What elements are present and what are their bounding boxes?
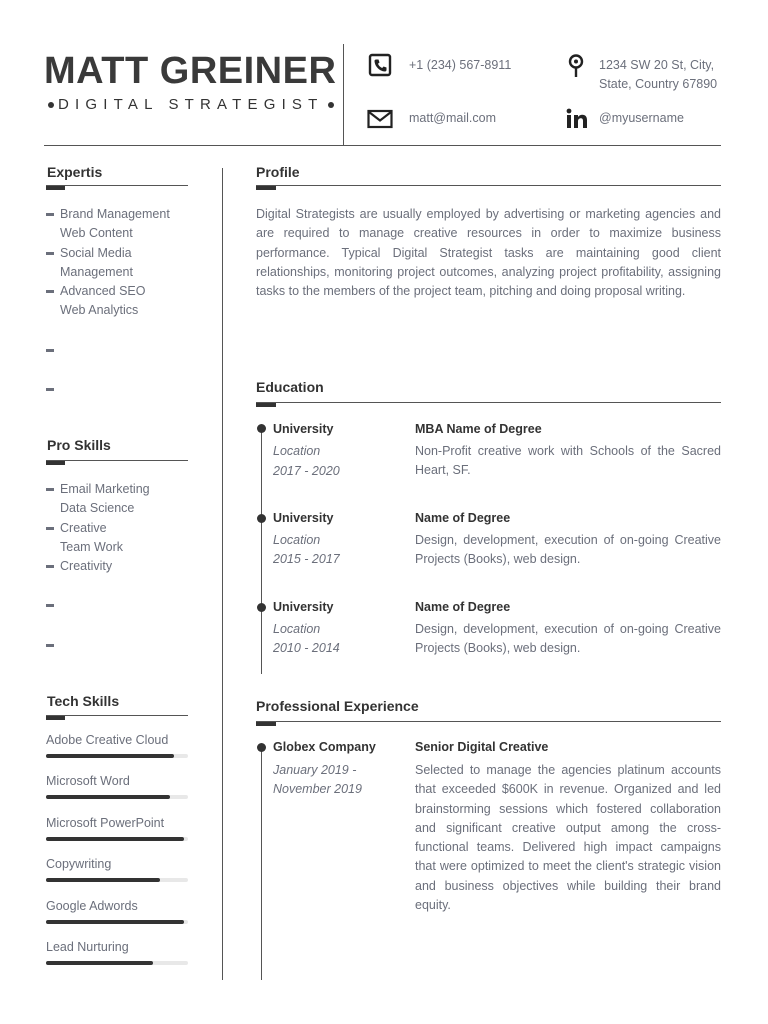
exp-description: Selected to manage the agencies platinum accounts that exceeded $600K in revenue. Organized and led brainstorming sessions which fostered collaboration and significant creative output among the cross-functional teams. Delivered high impact campaigns that were optimized to meet the client's strategic vision and business objectives while building their brand equity.	[415, 763, 721, 913]
education-timeline	[261, 428, 262, 674]
resume-name: MATT GREINER	[44, 50, 337, 92]
expertise-list	[46, 205, 216, 321]
skill-bar-fill	[46, 795, 170, 799]
skill-bar-track	[46, 920, 188, 924]
timeline-dot-icon	[257, 603, 266, 612]
list-item: Creative	[46, 519, 216, 538]
header-divider	[343, 44, 344, 146]
list-item: Email Marketing	[46, 480, 216, 499]
dash-icon	[46, 349, 54, 352]
role-text: DIGITAL STRATEGIST	[58, 96, 324, 113]
pro-skills-heading: Pro Skills	[47, 437, 111, 453]
dot-icon	[48, 102, 54, 108]
list-item: Web Analytics	[60, 303, 139, 318]
exp-company: Globex Company	[273, 740, 376, 754]
expertise-rule	[46, 185, 188, 186]
pro-skills-list	[46, 480, 216, 576]
linkedin-icon	[564, 106, 590, 132]
skill-bar-track	[46, 878, 188, 882]
phone-icon	[368, 53, 394, 79]
education-tab	[256, 403, 276, 407]
skill-row	[46, 940, 188, 981]
skill-label: Lead Nurturing	[46, 939, 129, 954]
dash-icon	[46, 527, 54, 530]
exp-position: Senior Digital Creative	[415, 740, 549, 754]
edu-description: Design, development, execution of on-going Creative Projects (Books), web design.	[415, 622, 721, 656]
dash-icon	[46, 488, 54, 491]
list-item: Social Media	[46, 244, 216, 263]
skill-bar-fill	[46, 878, 160, 882]
list-item: Creativity	[46, 557, 216, 576]
edu-location: Location	[273, 533, 321, 547]
skill-bar-fill	[46, 754, 174, 758]
exp-dates-start: January 2019 -	[273, 763, 357, 777]
edu-description: Non-Profit creative work with Schools of the Sacred Heart, SF.	[415, 444, 721, 478]
tech-skills-tab	[46, 716, 65, 720]
profile-tab	[256, 186, 276, 190]
dash-icon	[46, 644, 54, 647]
skill-row	[46, 857, 188, 898]
dash-icon	[46, 213, 54, 216]
experience-timeline	[261, 744, 262, 980]
skill-row	[46, 816, 188, 857]
skill-label: Copywriting	[46, 857, 112, 872]
pro-skills-rule	[46, 460, 188, 461]
skill-row	[46, 899, 188, 940]
list-item: Management	[60, 264, 133, 279]
skill-label: Microsoft PowerPoint	[46, 815, 165, 830]
list-item: Web Content	[60, 226, 133, 241]
skill-bar-fill	[46, 961, 153, 965]
profile-text: Digital Strategists are usually employed by advertising or marketing agencies and are required to manage creative resources in order to maximize business performance. Typical Digital Strategist tasks are maintaining good client relationships, monitoring project outcomes, analyzing project profitability, assigning tasks to the members of the project team, pitching and doing proposal writing.	[256, 207, 721, 299]
location-pin-icon	[563, 53, 589, 79]
column-divider	[222, 168, 223, 980]
edu-location: Location	[273, 444, 321, 458]
list-item: Team Work	[60, 539, 123, 554]
dash-icon	[46, 388, 54, 391]
dash-icon	[46, 565, 54, 568]
expertise-tab	[46, 186, 65, 190]
edu-location: Location	[273, 622, 321, 636]
address	[599, 56, 717, 94]
skill-bar-fill	[46, 837, 184, 841]
dash-icon	[46, 252, 54, 255]
exp-dates-end: November 2019	[273, 782, 362, 796]
list-item: Data Science	[60, 501, 135, 516]
edu-dates: 2010 - 2014	[273, 641, 340, 655]
skill-label: Adobe Creative Cloud	[46, 733, 169, 747]
profile-heading: Profile	[256, 164, 300, 180]
pro-skills-tab	[46, 461, 65, 465]
timeline-dot-icon	[257, 424, 266, 433]
dash-icon	[46, 290, 54, 293]
profile-rule	[256, 185, 721, 186]
skill-bar-fill	[46, 920, 184, 924]
edu-institution: University	[273, 511, 334, 525]
phone-number: +1 (234) 567-8911	[409, 58, 512, 72]
timeline-dot-icon	[257, 514, 266, 523]
experience-heading: Professional Experience	[256, 698, 419, 714]
mail-icon	[367, 106, 393, 132]
edu-dates: 2017 - 2020	[273, 464, 340, 478]
skill-bar-track	[46, 795, 188, 799]
skill-label: Microsoft Word	[46, 774, 130, 789]
edu-institution: University	[273, 600, 334, 614]
dot-icon	[328, 102, 334, 108]
resume-role	[44, 96, 338, 113]
skill-bar-track	[46, 837, 188, 841]
expertise-heading: Expertis	[47, 164, 103, 180]
edu-degree: Name of Degree	[415, 600, 511, 614]
edu-dates: 2015 - 2017	[273, 552, 340, 566]
dash-icon	[46, 604, 54, 607]
experience-tab	[256, 722, 276, 726]
tech-skills-rule	[46, 715, 188, 716]
tech-skills-list	[46, 733, 188, 981]
linkedin-handle: @myusername	[599, 111, 684, 125]
tech-skills-heading: Tech Skills	[47, 693, 120, 709]
skill-row	[46, 774, 188, 815]
experience-rule	[256, 721, 721, 722]
header-rule	[44, 145, 721, 146]
list-item: Brand Management	[46, 205, 216, 224]
skill-row	[46, 733, 188, 774]
edu-description: Design, development, execution of on-going Creative Projects (Books), web design.	[415, 533, 721, 567]
timeline-dot-icon	[257, 743, 266, 752]
address-line-2: State, Country 67890	[599, 77, 718, 91]
address-line-1: 1234 SW 20 St, City,	[599, 58, 715, 72]
email-address: matt@mail.com	[409, 111, 497, 125]
list-item: Advanced SEO	[46, 282, 216, 301]
education-heading: Education	[256, 379, 324, 395]
edu-degree: MBA Name of Degree	[415, 422, 542, 436]
skill-label: Google Adwords	[46, 898, 138, 913]
skill-bar-track	[46, 961, 188, 965]
skill-bar-track	[46, 754, 188, 758]
edu-degree: Name of Degree	[415, 511, 511, 525]
edu-institution: University	[273, 422, 334, 436]
education-rule	[256, 402, 721, 403]
